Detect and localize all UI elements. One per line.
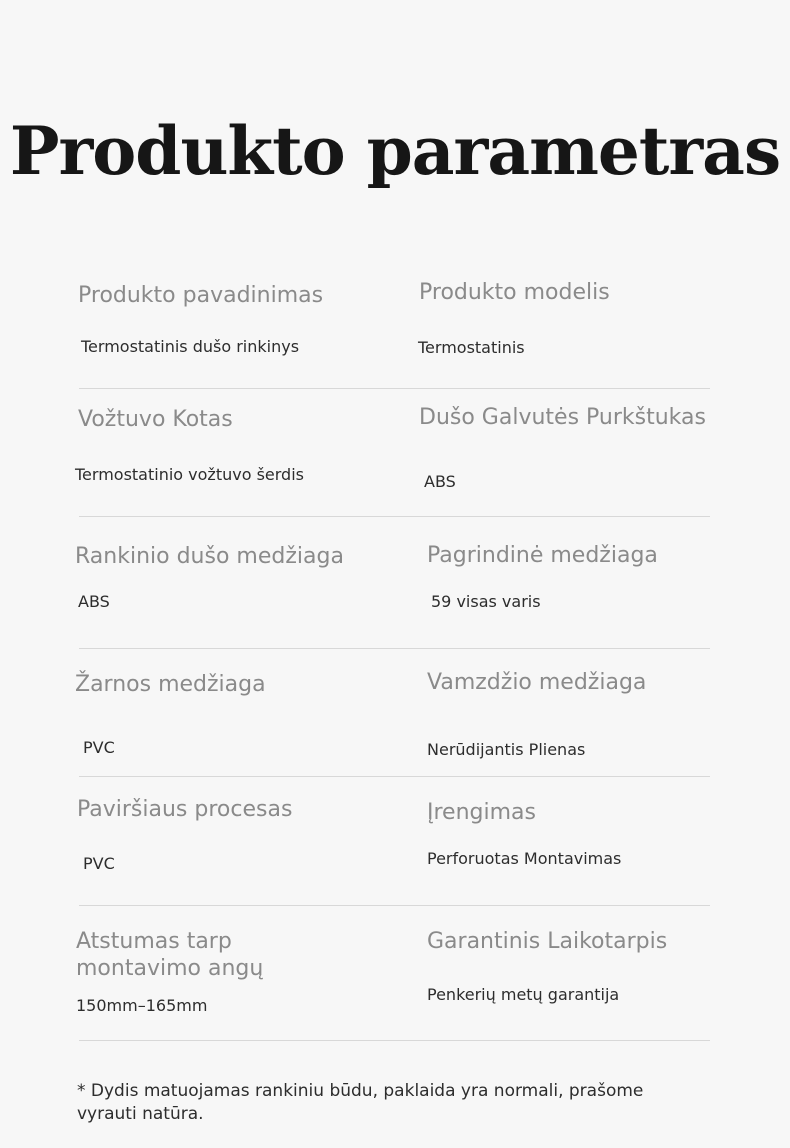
param-label-installation: Įrengimas — [427, 800, 536, 825]
param-label-pipe-material: Vamzdžio medžiaga — [427, 670, 647, 695]
page-title: Produkto parametras — [9, 112, 781, 190]
param-value-hose-material: PVC — [83, 738, 115, 757]
param-value-shower-head-nozzle: ABS — [424, 472, 456, 491]
row-divider — [79, 776, 710, 777]
measurement-note: * Dydis matuojamas rankiniu būdu, paklaida yra normali, prašome vyrauti natūra. — [77, 1081, 644, 1124]
param-value-mounting-hole-distance: 150mm–165mm — [76, 996, 208, 1015]
param-label-warranty-period: Garantinis Laikotarpis — [427, 929, 668, 954]
param-value-hand-shower-material: ABS — [78, 592, 110, 611]
param-label-valve-stem: Vožtuvo Kotas — [78, 407, 233, 432]
row-divider — [79, 388, 710, 389]
row-divider — [79, 1040, 710, 1041]
param-value-product-model: Termostatinis — [418, 338, 525, 357]
param-label-shower-head-nozzle: Dušo Galvutės Purkštukas — [419, 405, 706, 430]
param-label-hand-shower-material: Rankinio dušo medžiaga — [75, 544, 344, 569]
param-value-main-material: 59 visas varis — [431, 592, 541, 611]
param-value-installation: Perforuotas Montavimas — [427, 849, 622, 868]
param-label-product-model: Produkto modelis — [419, 280, 610, 305]
param-label-product-name: Produkto pavadinimas — [78, 283, 324, 308]
row-divider — [79, 905, 710, 906]
row-divider — [79, 648, 710, 649]
row-divider — [79, 516, 710, 517]
param-value-product-name: Termostatinis dušo rinkinys — [81, 337, 300, 356]
param-label-surface-process: Paviršiaus procesas — [77, 797, 293, 822]
param-label-hose-material: Žarnos medžiaga — [75, 672, 266, 697]
param-value-warranty-period: Penkerių metų garantija — [427, 985, 620, 1004]
param-label-mounting-hole-distance: Atstumas tarp montavimo angų — [76, 929, 264, 981]
param-value-pipe-material: Nerūdijantis Plienas — [427, 740, 586, 759]
param-value-surface-process: PVC — [83, 854, 115, 873]
param-label-main-material: Pagrindinė medžiaga — [427, 543, 658, 568]
param-value-valve-stem: Termostatinio vožtuvo šerdis — [75, 465, 304, 484]
